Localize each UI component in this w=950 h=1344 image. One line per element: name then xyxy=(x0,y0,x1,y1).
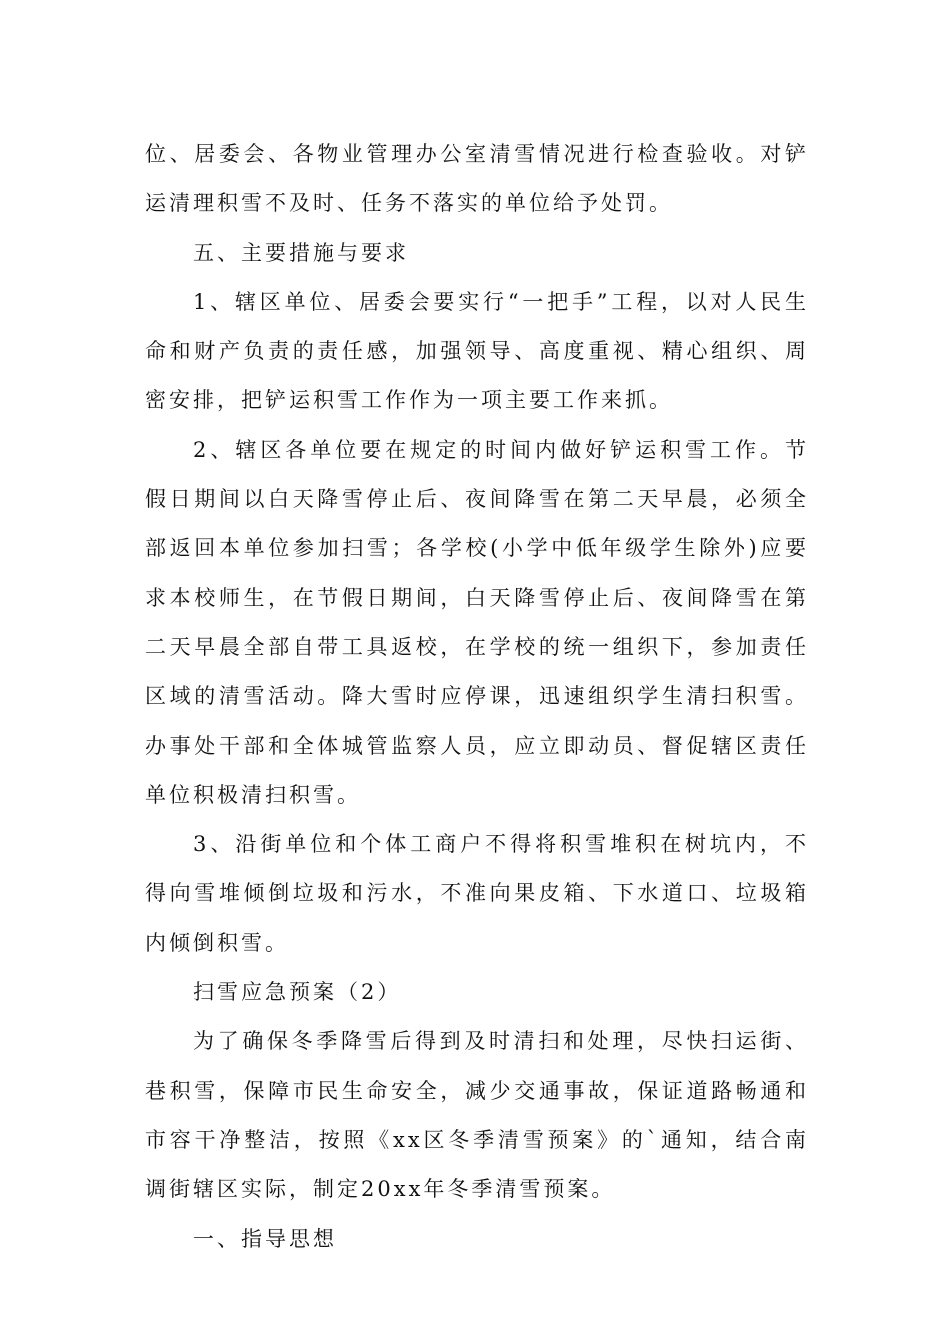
paragraph-inspection-continued: 位、居委会、各物业管理办公室清雪情况进行检查验收。对铲运清理积雪不及时、任务不落实的单位给予处罚。 xyxy=(145,142,809,216)
paragraph-item-3: 3、沿街单位和个体工商户不得将积雪堆积在树坑内，不得向雪堆倾倒垃圾和污水，不准向果皮箱、下水道口、垃圾箱内倾倒积雪。 xyxy=(145,832,809,955)
section-heading-measures: 五、主要措施与要求 xyxy=(193,240,409,265)
document-body xyxy=(145,130,809,1264)
plan-title-2: 扫雪应急预案（2） xyxy=(193,980,402,1005)
section-heading-guiding-ideology: 一、指导思想 xyxy=(193,1226,337,1251)
paragraph-item-1: 1、辖区单位、居委会要实行“一把手”工程，以对人民生命和财产负责的责任感，加强领导、高度重视、精心组织、周密安排，把铲运积雪工作作为一项主要工作来抓。 xyxy=(145,289,809,413)
paragraph-item-2: 2、辖区各单位要在规定的时间内做好铲运积雪工作。节假日期间以白天降雪停止后、夜间降雪在第二天早晨，必须全部返回本单位参加扫雪；各学校(小学中低年级学生除外)应要求本校师生，在节假日期间，白天降雪停止后、夜间降雪在第二天早晨全部自带工具返校，在学校的统一组织下，参加责任区域的清雪活动。降大雪时应停课，迅速组织学生清扫积雪。办事处干部和全体城管监察人员，应立即动员、督促辖区责任单位积极清扫积雪。 xyxy=(145,437,809,807)
paragraph-plan-intro: 为了确保冬季降雪后得到及时清扫和处理，尽快扫运街、巷积雪，保障市民生命安全，减少交通事故，保证道路畅通和市容干净整洁，按照《xx区冬季清雪预案》的`通知，结合南调街辖区实际，制定20xx年冬季清雪预案。 xyxy=(145,1029,809,1202)
